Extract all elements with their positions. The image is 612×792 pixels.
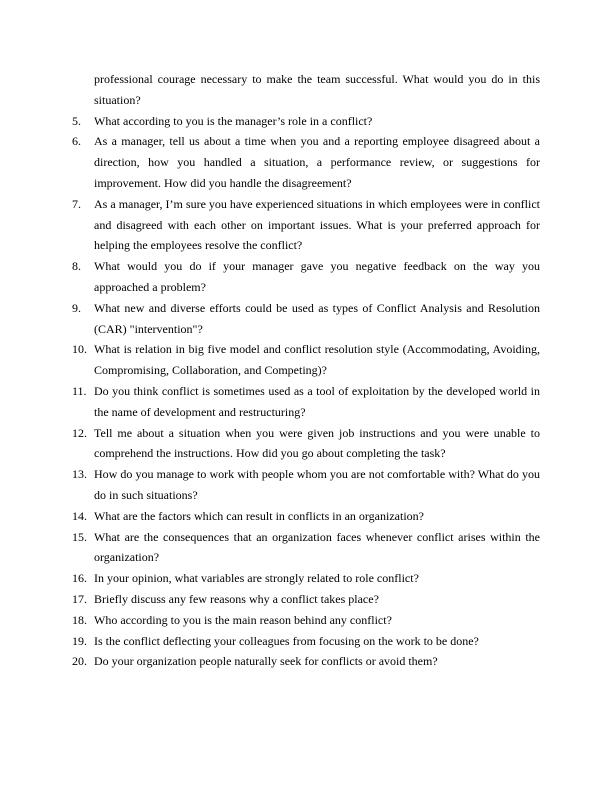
list-item	[72, 381, 540, 423]
continuation-item	[72, 69, 540, 111]
list-item	[72, 631, 540, 652]
item-text: Briefly discuss any few reasons why a conflict takes place?	[94, 591, 379, 606]
item-text: As a manager, I’m sure you have experienced situations in which employees were in conflict and disagreed with each other on important issues. What is your preferred approach for helping the employees resolve the conflict?	[94, 196, 540, 253]
item-number: 7.	[72, 196, 81, 211]
item-number: 6.	[72, 134, 81, 149]
item-number: 13.	[72, 467, 87, 482]
item-text: As a manager, tell us about a time when you and a reporting employee disagreed about a direction, how you handled a situation, a performance review, or suggestions for improvement. How did you handle the disagreement?	[94, 134, 540, 190]
item-number: 20.	[72, 654, 87, 669]
item-text: What would you do if your manager gave you negative feedback on the way you approached a problem?	[94, 259, 540, 294]
item-text: What new and diverse efforts could be used as types of Conflict Analysis and Resolution (CAR) "intervention"?	[94, 300, 540, 336]
item-number: 17.	[72, 591, 87, 606]
item-text: What are the factors which can result in conflicts in an organization?	[94, 508, 424, 523]
list-item	[72, 527, 540, 569]
item-number: 18.	[72, 612, 87, 627]
item-number: 16.	[72, 571, 87, 586]
item-number: 5.	[72, 113, 81, 128]
list-item	[72, 651, 540, 672]
list-item	[72, 464, 540, 506]
item-text: How do you manage to work with people whom you are not comfortable with? What do you do in such situations?	[94, 467, 540, 502]
list-item	[72, 131, 540, 193]
list-item	[72, 111, 540, 132]
item-number: 12.	[72, 425, 87, 440]
item-number: 11.	[72, 383, 87, 398]
continuation-text: professional courage necessary to make the team successful. What would you do in this situation?	[94, 72, 540, 107]
item-text: Do you think conflict is sometimes used as a tool of exploitation by the developed world in the name of development and restructuring?	[94, 383, 540, 419]
item-number: 8.	[72, 259, 81, 274]
list-item	[72, 610, 540, 631]
item-text: Do your organization people naturally seek for conflicts or avoid them?	[94, 654, 438, 669]
list-item	[72, 339, 540, 381]
item-text: Is the conflict deflecting your colleagues from focusing on the work to be done?	[94, 633, 479, 648]
item-text: Tell me about a situation when you were given job instructions and you were unable to comprehend the instructions. How did you go about completing the task?	[94, 425, 540, 461]
item-number: 10.	[72, 342, 87, 357]
question-list	[72, 69, 540, 672]
list-item	[72, 423, 540, 465]
list-item	[72, 506, 540, 527]
item-text: What according to you is the manager’s role in a conflict?	[94, 113, 373, 128]
item-text: Who according to you is the main reason behind any conflict?	[94, 612, 392, 627]
list-item	[72, 194, 540, 256]
item-number: 9.	[72, 300, 81, 315]
item-number: 14.	[72, 508, 87, 523]
list-item	[72, 256, 540, 298]
list-item	[72, 298, 540, 340]
item-text: What is relation in big five model and conflict resolution style (Accommodating, Avoiding, Compromising, Collaboration, and Competing)?	[94, 342, 540, 378]
item-text: In your opinion, what variables are strongly related to role conflict?	[94, 571, 419, 586]
list-item	[72, 568, 540, 589]
item-number: 19.	[72, 633, 87, 648]
list-item	[72, 589, 540, 610]
item-number: 15.	[72, 529, 87, 544]
item-text: What are the consequences that an organization faces whenever conflict arises within the organization?	[94, 529, 540, 565]
